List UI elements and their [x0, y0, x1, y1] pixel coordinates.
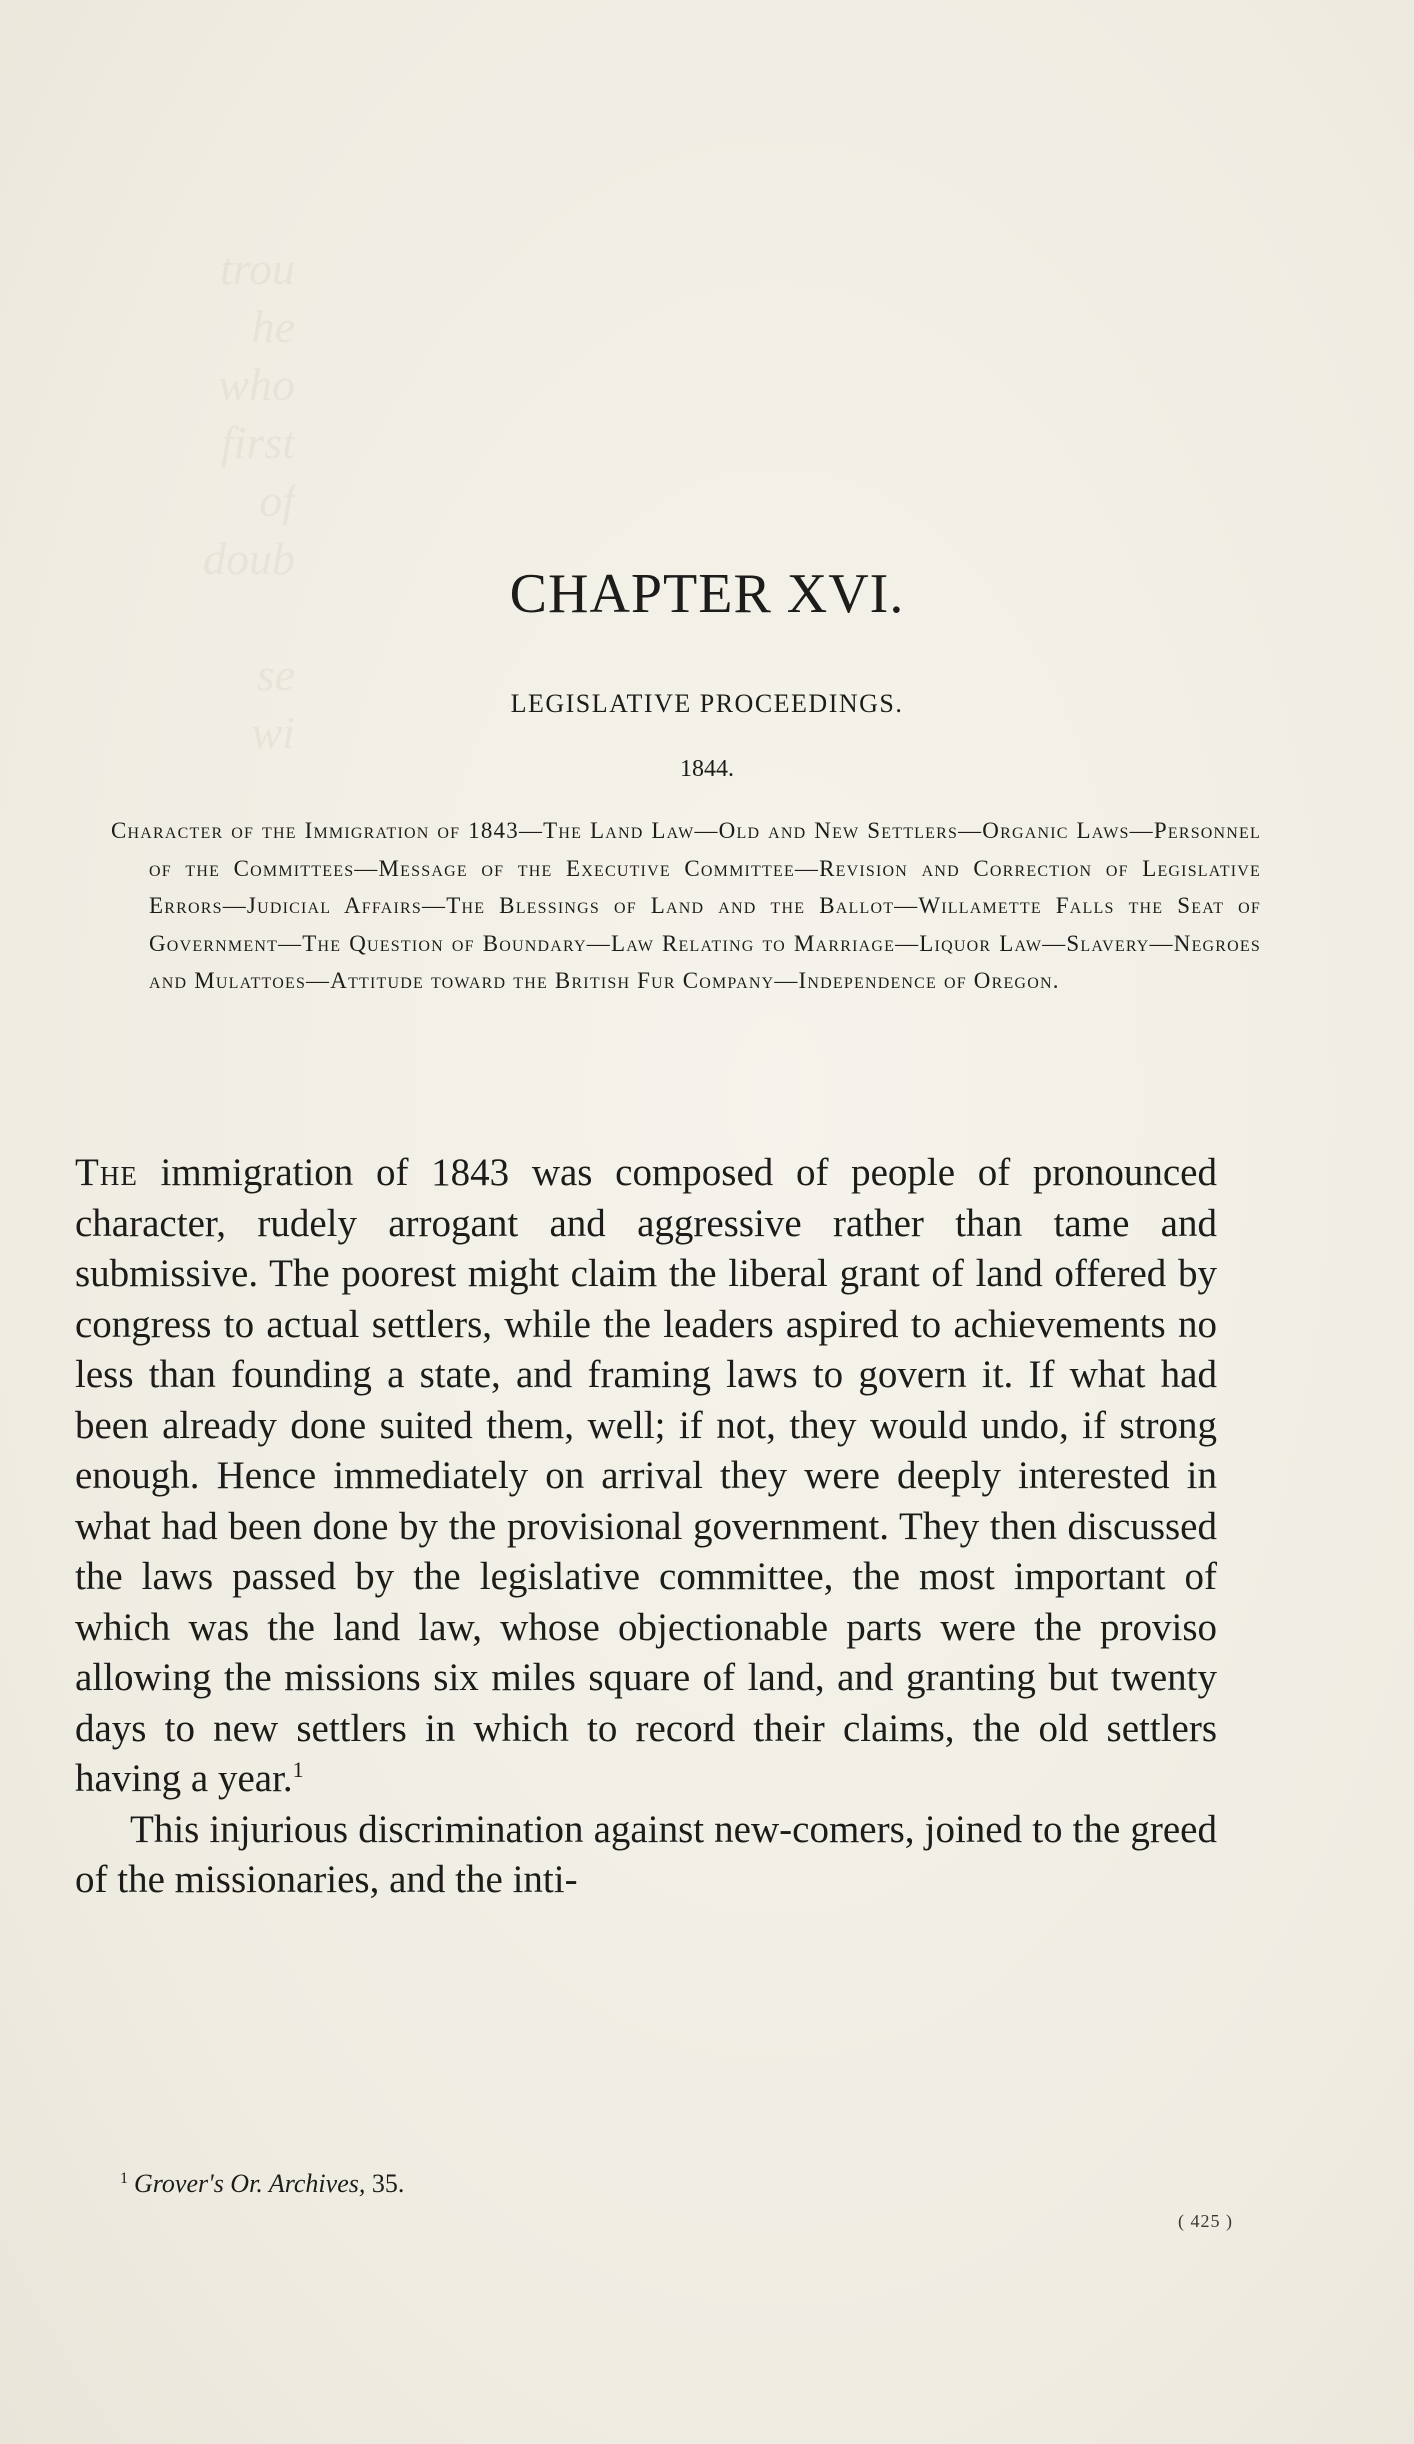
footnote-page: 35.	[365, 2169, 405, 2198]
chapter-synopsis	[111, 812, 1261, 1000]
footnote-reference[interactable]: 1	[292, 1757, 304, 1782]
paragraph-1-text: immigration of 1843 was composed of people of pronounced character, rudely arrogant and aggressive rather than tame and submissive. The poorest might claim the liberal grant of land offered by congress to actual settlers, while the leaders aspired to achievements no less than founding a state, and framing laws to govern it. If what had been already done suited them, well; if not, they would undo, if strong enough. Hence immediately on arrival they were deeply interested in what had been done by the provisional government. They then discussed the laws passed by the legislative committee, the most important of which was the land law, whose objectionable parts were the proviso allowing the missions six miles square of land, and granting but twenty days to new settlers in which to record their claims, the old settlers having a year.	[75, 1151, 1217, 1800]
footnote-mark: 1	[120, 2170, 128, 2187]
chapter-year: 1844.	[680, 756, 734, 782]
footnote	[120, 2171, 404, 2197]
page-number: ( 425 )	[1178, 2211, 1233, 2231]
body-text	[75, 1148, 1217, 1906]
paragraph-2: This injurious discrimination against new-comers, joined to the greed of the missionaries, and the inti-	[75, 1807, 1217, 1901]
paragraph-1	[75, 1148, 1217, 1805]
paragraph-lead-word: The	[75, 1151, 138, 1194]
chapter-subtitle: LEGISLATIVE PROCEEDINGS.	[510, 689, 904, 718]
footnote-source: Grover's Or. Archives,	[134, 2169, 366, 2198]
chapter-title: CHAPTER XVI.	[509, 563, 905, 625]
synopsis-text: Character of the Immigration of 1843—The Land Law—Old and New Settlers—Organic Laws—Personnel of the Committees—Message of the Executive Committee—Revision and Correction of Legislative Errors—Judicial Affairs—The Blessings of Land and the Ballot—Willamette Falls the Seat of Government—The Question of Boundary—Law Relating to Marriage—Liquor Law—Slavery—Negroes and Mulattoes—Attitude toward the British Fur Company—Independence of Oregon.	[111, 818, 1261, 993]
bleed-through-text: trou he who first of doub se wi	[203, 243, 295, 758]
